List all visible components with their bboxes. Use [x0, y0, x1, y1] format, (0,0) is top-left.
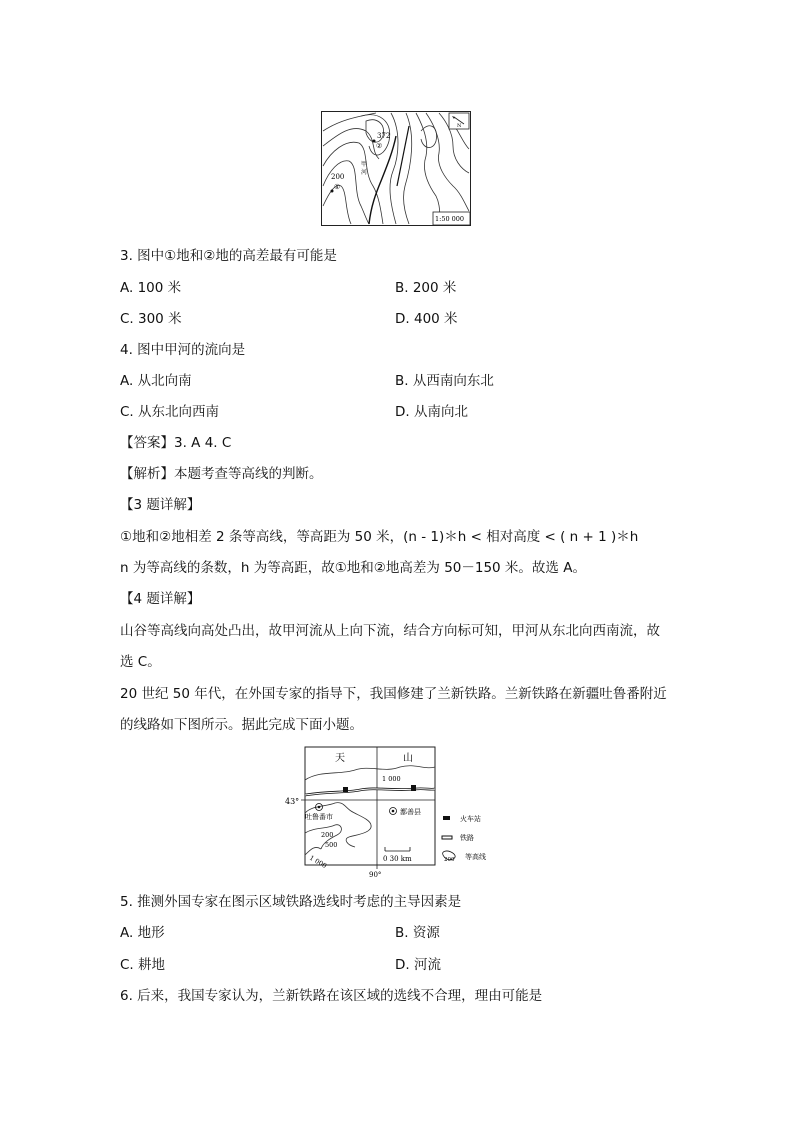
answer-line: 【答案】3. A 4. C — [120, 435, 232, 451]
map-label-shan: 山 — [403, 753, 413, 764]
q3-option-d: D. 400 米 — [395, 311, 458, 327]
question-5-stem: 5. 推测外国专家在图示区域铁路选线时考虑的主导因素是 — [120, 894, 462, 910]
contour-1000-bottom-label: 1 000 — [308, 853, 329, 871]
q5-option-c: C. 耕地 — [120, 957, 166, 973]
map-label-tian: 天 — [335, 753, 345, 764]
elevation-372-label: 372 — [377, 132, 391, 140]
legend-rail-label: 铁路 — [460, 834, 474, 842]
q3-option-a: A. 100 米 — [120, 280, 182, 296]
question-4-stem: 4. 图中甲河的流向是 — [120, 342, 246, 358]
question-3-stem: 3. 图中①地和②地的高差最有可能是 — [120, 248, 337, 264]
railway-legend-icon — [442, 836, 452, 839]
point-1-label: ① — [334, 183, 341, 191]
legend-station-label: 火车站 — [460, 815, 481, 823]
analysis-line: 【解析】本题考查等高线的判断。 — [120, 466, 323, 482]
point-2-label: ② — [376, 142, 383, 150]
detail-4-line-1: 山谷等高线向高处凸出，故甲河流从上向下流，结合方向标可知，甲河从东北向西南流，故 — [120, 623, 660, 639]
elevation-200-label: 200 — [331, 173, 345, 181]
intro-line-2: 的线路如下图所示。据此完成下面小题。 — [120, 717, 363, 733]
detail-3-line-1: ①地和②地相差 2 条等高线，等高距为 50 米，(n - 1)＊h < 相对高度 < ( n + 1 )＊h — [120, 529, 639, 545]
q4-option-a: A. 从北向南 — [120, 373, 192, 389]
legend-contour-number: 200 — [444, 857, 455, 863]
detail-4-line-2: 选 C。 — [120, 654, 161, 670]
contour-200-label: 200 — [321, 831, 334, 839]
train-station-icon — [443, 816, 450, 820]
q5-option-b: B. 资源 — [395, 925, 440, 941]
longitude-label: 90° — [369, 871, 382, 879]
q5-option-d: D. 河流 — [395, 957, 441, 973]
latitude-label: 43° — [285, 797, 300, 806]
q5-option-a: A. 地形 — [120, 925, 165, 941]
detail-4-heading: 【4 题详解】 — [120, 591, 201, 607]
contour-1000-top-label: 1 000 — [382, 775, 401, 783]
contour-500-label: 500 — [325, 841, 338, 849]
q3-option-c: C. 300 米 — [120, 311, 182, 327]
north-label: N — [457, 123, 462, 129]
river-char-jia: 甲 — [361, 161, 368, 168]
q4-option-b: B. 从西南向东北 — [395, 373, 494, 389]
railway-map-figure — [285, 745, 515, 880]
county-label: 鄯善县 — [400, 808, 421, 816]
q3-option-b: B. 200 米 — [395, 280, 457, 296]
q4-option-c: C. 从东北向西南 — [120, 404, 220, 420]
q4-option-d: D. 从南向北 — [395, 404, 468, 420]
contour-map-figure — [321, 111, 471, 226]
map-scale-label: 0 30 km — [383, 855, 412, 863]
city-label: 吐鲁番市 — [305, 813, 333, 821]
detail-3-line-2: n 为等高线的条数，h 为等高距，故①地和②地高差为 50－150 米。故选 A。 — [120, 560, 586, 576]
detail-3-heading: 【3 题详解】 — [120, 497, 201, 513]
intro-line-1: 20 世纪 50 年代，在外国专家的指导下，我国修建了兰新铁路。兰新铁路在新疆吐鲁番附近 — [120, 686, 667, 702]
scale-label: 1:50 000 — [435, 215, 465, 223]
river-char-he: 河 — [361, 169, 368, 176]
question-6-stem: 6. 后来，我国专家认为，兰新铁路在该区域的选线不合理，理由可能是 — [120, 988, 543, 1004]
legend-contour-label: 等高线 — [465, 853, 486, 861]
